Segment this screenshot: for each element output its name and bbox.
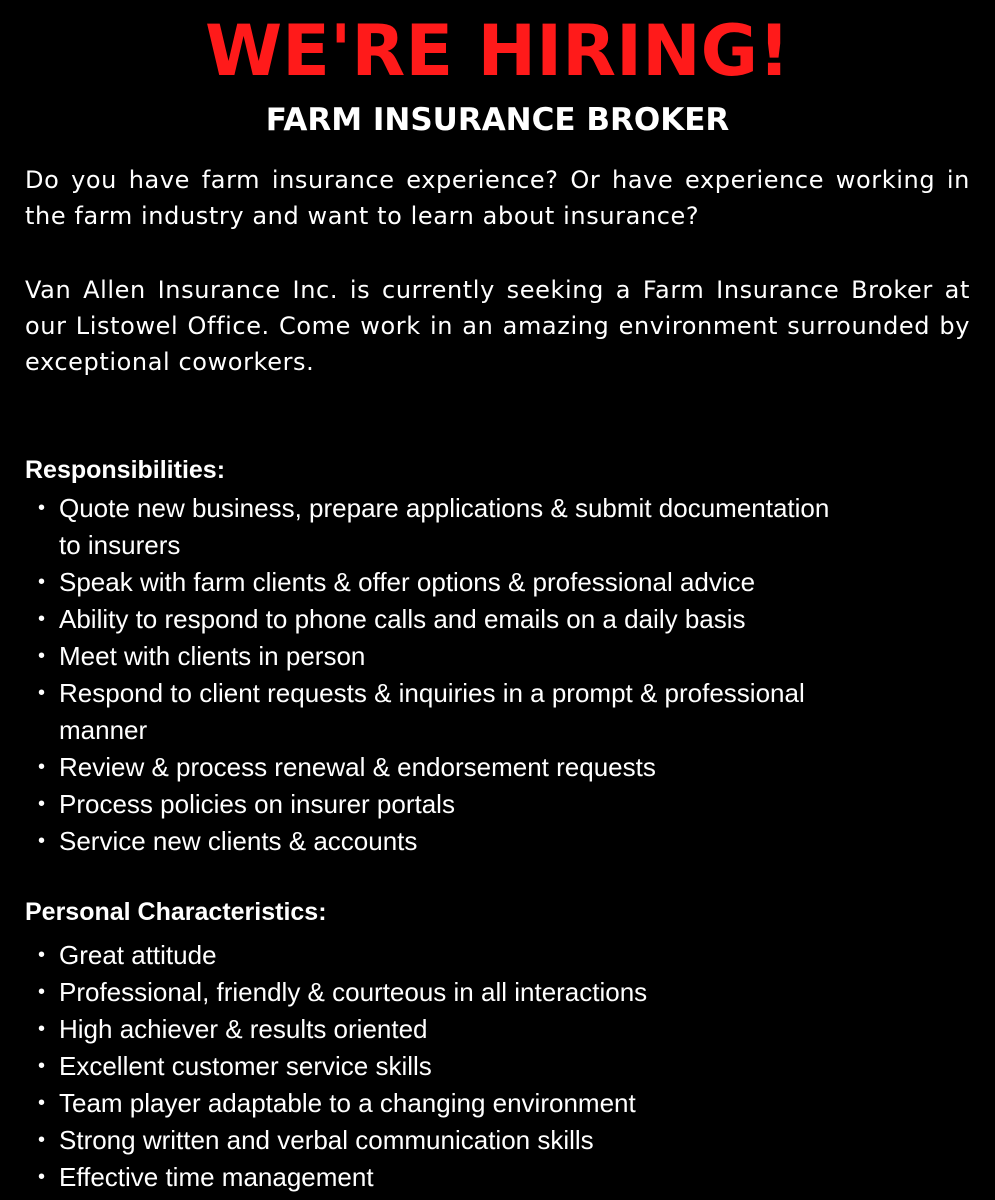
characteristics-list <box>38 937 858 1196</box>
list-item-text: Process policies on insurer portals <box>59 789 455 819</box>
bullet-icon: • <box>38 1055 46 1077</box>
list-item-text: Speak with farm clients & offer options & professional advice <box>59 567 756 597</box>
bullet-icon: • <box>38 830 46 852</box>
hiring-headline: WE'RE HIRING! <box>204 10 791 92</box>
responsibilities-heading: Responsibilities: <box>25 456 226 484</box>
bullet-icon: • <box>38 497 46 519</box>
list-item <box>38 937 858 974</box>
list-item-text: Service new clients & accounts <box>59 826 418 856</box>
list-item <box>38 1122 858 1159</box>
list-item <box>38 1048 858 1085</box>
intro-paragraph-2: Van Allen Insurance Inc. is currently seeking a Farm Insurance Broker at our Listowel Office. Come work in an amazing environment surrounded by exceptional coworkers. <box>25 276 970 376</box>
list-item <box>38 749 858 786</box>
list-item-text: Effective time management <box>59 1162 374 1192</box>
list-item <box>38 823 858 860</box>
intro-paragraph-1: Do you have farm insurance experience? Or have experience working in the farm industry and want to learn about insurance? <box>25 166 970 230</box>
bullet-icon: • <box>38 645 46 667</box>
list-item <box>38 1159 858 1196</box>
list-item <box>38 601 858 638</box>
list-item-text: Team player adaptable to a changing environment <box>59 1088 636 1118</box>
job-title: FARM INSURANCE BROKER <box>265 102 730 138</box>
bullet-icon: • <box>38 756 46 778</box>
list-item <box>38 638 858 675</box>
list-item <box>38 1011 858 1048</box>
bullet-icon: • <box>38 1092 46 1114</box>
list-item <box>38 490 858 564</box>
bullet-icon: • <box>38 1129 46 1151</box>
list-item-text: Meet with clients in person <box>59 641 366 671</box>
bullet-icon: • <box>38 608 46 630</box>
list-item <box>38 675 858 749</box>
bullet-icon: • <box>38 1018 46 1040</box>
list-item <box>38 786 858 823</box>
responsibilities-list <box>38 490 858 860</box>
list-item-text: Quote new business, prepare applications & submit documentation to insurers <box>59 493 830 560</box>
list-item-text: Ability to respond to phone calls and emails on a daily basis <box>59 604 746 634</box>
bullet-icon: • <box>38 944 46 966</box>
list-item <box>38 1085 858 1122</box>
list-item-text: Strong written and verbal communication skills <box>59 1125 594 1155</box>
list-item <box>38 564 858 601</box>
list-item <box>38 974 858 1011</box>
bullet-icon: • <box>38 571 46 593</box>
list-item-text: Excellent customer service skills <box>59 1051 432 1081</box>
list-item-text: Review & process renewal & endorsement requests <box>59 752 656 782</box>
list-item-text: High achiever & results oriented <box>59 1014 428 1044</box>
bullet-icon: • <box>38 793 46 815</box>
characteristics-heading: Personal Characteristics: <box>25 898 327 926</box>
list-item-text: Great attitude <box>59 940 217 970</box>
bullet-icon: • <box>38 1166 46 1188</box>
bullet-icon: • <box>38 981 46 1003</box>
list-item-text: Professional, friendly & courteous in all interactions <box>59 977 648 1007</box>
list-item-text: Respond to client requests & inquiries in a prompt & professional manner <box>59 678 805 745</box>
bullet-icon: • <box>38 682 46 704</box>
